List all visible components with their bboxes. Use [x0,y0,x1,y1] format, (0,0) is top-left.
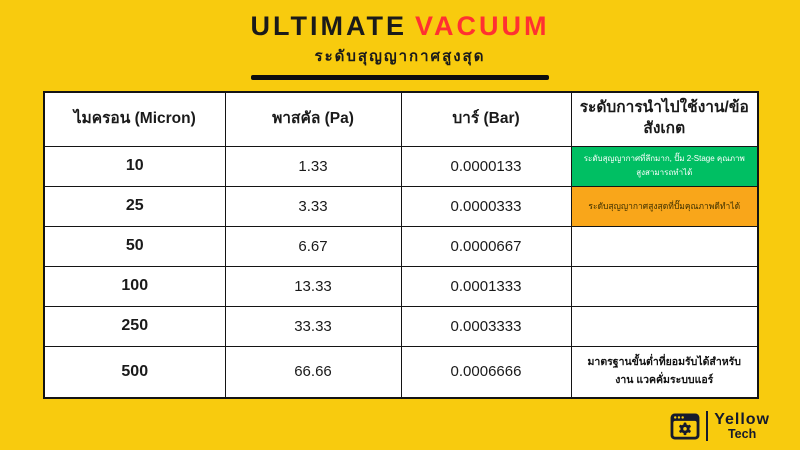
col-header-usage-note: ระดับการนำไปใช้งาน/ข้อสังเกต [571,92,758,146]
table-row [44,306,758,346]
yellowtech-logo [670,411,770,441]
header [0,0,800,80]
vacuum-levels-table [43,91,759,399]
logo-word-yellow: Yellow [714,410,770,428]
col-header-pascal: พาสคัล (Pa) [225,92,401,146]
cell-pascal: 6.67 [225,226,401,266]
vacuum-table-body [44,146,758,398]
cell-pascal: 33.33 [225,306,401,346]
cell-usage-note [571,306,758,346]
title-word-ultimate: ULTIMATE [250,11,407,41]
table-row [44,186,758,226]
cell-bar: 0.0003333 [401,306,571,346]
cell-micron: 100 [44,266,225,306]
cell-micron: 250 [44,306,225,346]
table-row [44,346,758,398]
cell-micron: 500 [44,346,225,398]
cell-pascal: 66.66 [225,346,401,398]
col-header-micron: ไมครอน (Micron) [44,92,225,146]
cell-usage-note: มาตรฐานขั้นต่ำที่ยอมรับได้สำหรับงาน แวคคั่มระบบแอร์ [571,346,758,398]
cell-bar: 0.0001333 [401,266,571,306]
col-header-bar: บาร์ (Bar) [401,92,571,146]
cell-bar: 0.0000333 [401,186,571,226]
table-row [44,266,758,306]
cell-pascal: 1.33 [225,146,401,186]
cell-micron: 10 [44,146,225,186]
title-word-vacuum: VACUUM [414,11,550,41]
cell-bar: 0.0000667 [401,226,571,266]
logo-word-tech: Tech [727,426,757,441]
cell-usage-note: ระดับสุญญากาศสูงสุดที่ปั๊มคุณภาพดีทำได้ [571,186,758,226]
logo-wordmark [714,412,770,441]
cell-usage-note [571,226,758,266]
cell-usage-note: ระดับสุญญากาศที่ลึกมาก, ปั๊ม 2-Stage คุณภาพสูงสามารถทำได้ [571,146,758,186]
table-header [44,92,758,146]
logo-divider [706,411,709,441]
cell-bar: 0.0000133 [401,146,571,186]
cell-bar: 0.0006666 [401,346,571,398]
cell-pascal: 3.33 [225,186,401,226]
cell-usage-note [571,266,758,306]
table-header-row [44,92,758,146]
page-title [0,11,800,41]
browser-gear-icon [670,413,700,440]
cell-micron: 50 [44,226,225,266]
cell-micron: 25 [44,186,225,226]
cell-pascal: 13.33 [225,266,401,306]
title-underline-rule [251,75,549,80]
table-row [44,226,758,266]
table-row [44,146,758,186]
page-subtitle: ระดับสุญญากาศสูงสุด [314,48,486,65]
